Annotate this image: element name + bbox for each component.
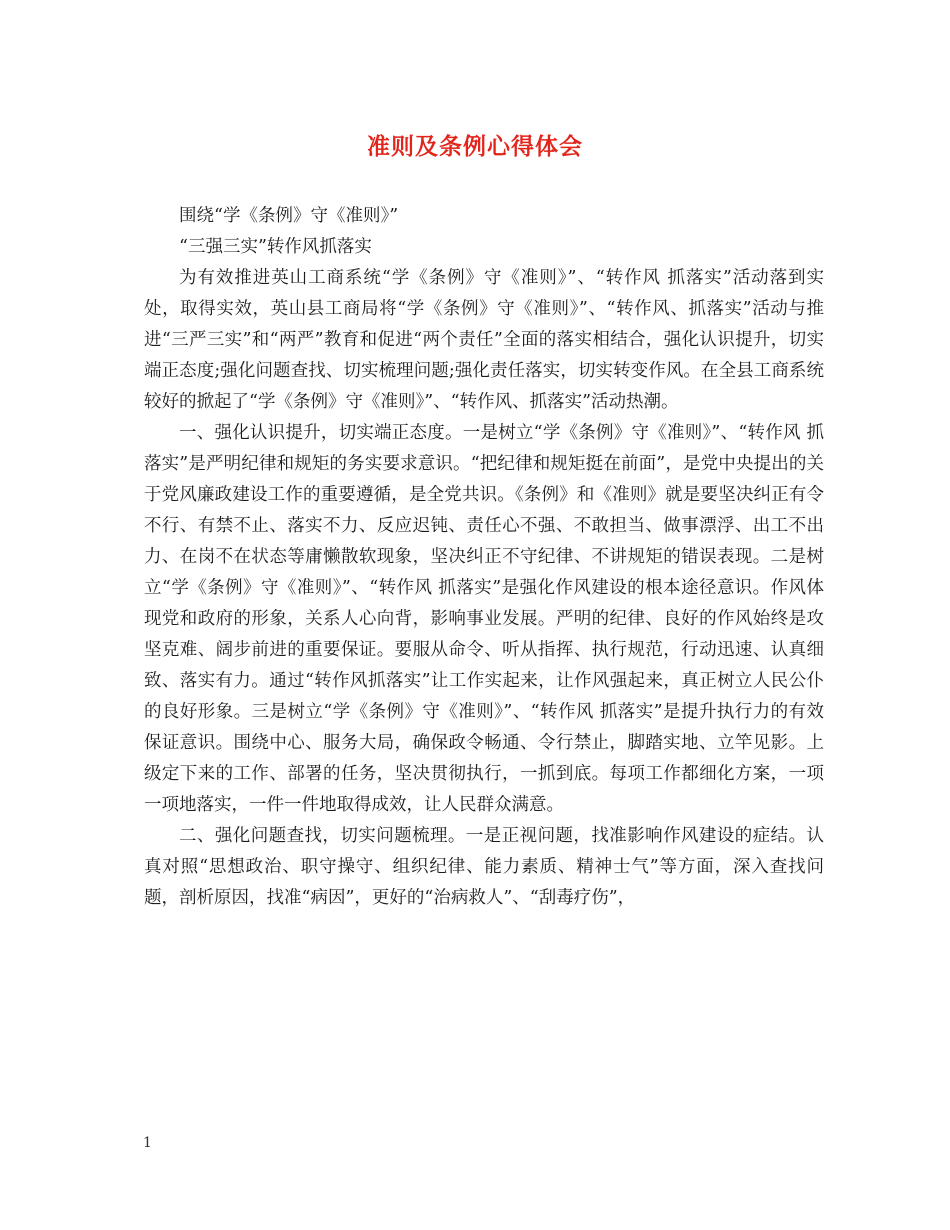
paragraph-intro: 为有效推进英山工商系统“学《条例》守《准则》”、“转作风 抓落实”活动落到实处，取得实效，英山县工商局将“学《条例》守《准则》”、“转作风、抓落实”活动与推进“三严三实”和“两严”教育和促进“两个责任”全面的落实相结合，强化认识提升，切实端正态度;强化问题查找、切实梳理问题;强化责任落实，切实转变作风。在全县工商系统较好的掀起了“学《条例》守《准则》”、“转作风、抓落实”活动热潮。 — [144, 268, 824, 412]
document-title: 准则及条例心得体会 — [367, 133, 583, 160]
page-number: 1 — [143, 1135, 152, 1151]
paragraph-section-2: 二、强化问题查找，切实问题梳理。一是正视问题，找准影响作风建设的症结。认真对照“思想政治、职守操守、组织纪律、能力素质、精神士气”等方面，深入查找问题，剖析原因，找准“病因”，更好的“治病救人”、“刮毒疗伤”， — [144, 826, 824, 908]
subtitle-line-1: 围绕“学《条例》守《准则》” — [179, 206, 399, 226]
subtitle-line-2: “三强三实”转作风抓落实 — [179, 237, 372, 257]
paragraph-section-1: 一、强化认识提升，切实端正态度。一是树立“学《条例》守《准则》”、“转作风 抓落实”是严明纪律和规矩的务实要求意识。“把纪律和规矩挺在前面”，是党中央提出的关于党风廉政建设工作的重要遵循，是全党共识。《条例》和《准则》就是要坚决纠正有令不行、有禁不止、落实不力、反应迟钝、责任心不强、不敢担当、做事漂浮、出工不出力、在岗不在状态等庸懒散软现象，坚决纠正不守纪律、不讲规矩的错误表现。二是树立“学《条例》守《准则》”、“转作风 抓落实”是强化作风建设的根本途径意识。作风体现党和政府的形象，关系人心向背，影响事业发展。严明的纪律、良好的作风始终是攻坚克难、阔步前进的重要保证。要服从命令、听从指挥、执行规范，行动迅速、认真细致、落实有力。通过“转作风抓落实”让工作实起来，让作风强起来，真正树立人民公仆的良好形象。三是树立“学《条例》守《准则》”、“转作风 抓落实”是提升执行力的有效保证意识。围绕中心、服务大局，确保政令畅通、令行禁止，脚踏实地、立竿见影。上级定下来的工作、部署的任务，坚决贯彻执行，一抓到底。每项工作都细化方案，一项一项地落实，一件一件地取得成效，让人民群众满意。 — [144, 423, 824, 815]
document-body — [144, 201, 824, 914]
